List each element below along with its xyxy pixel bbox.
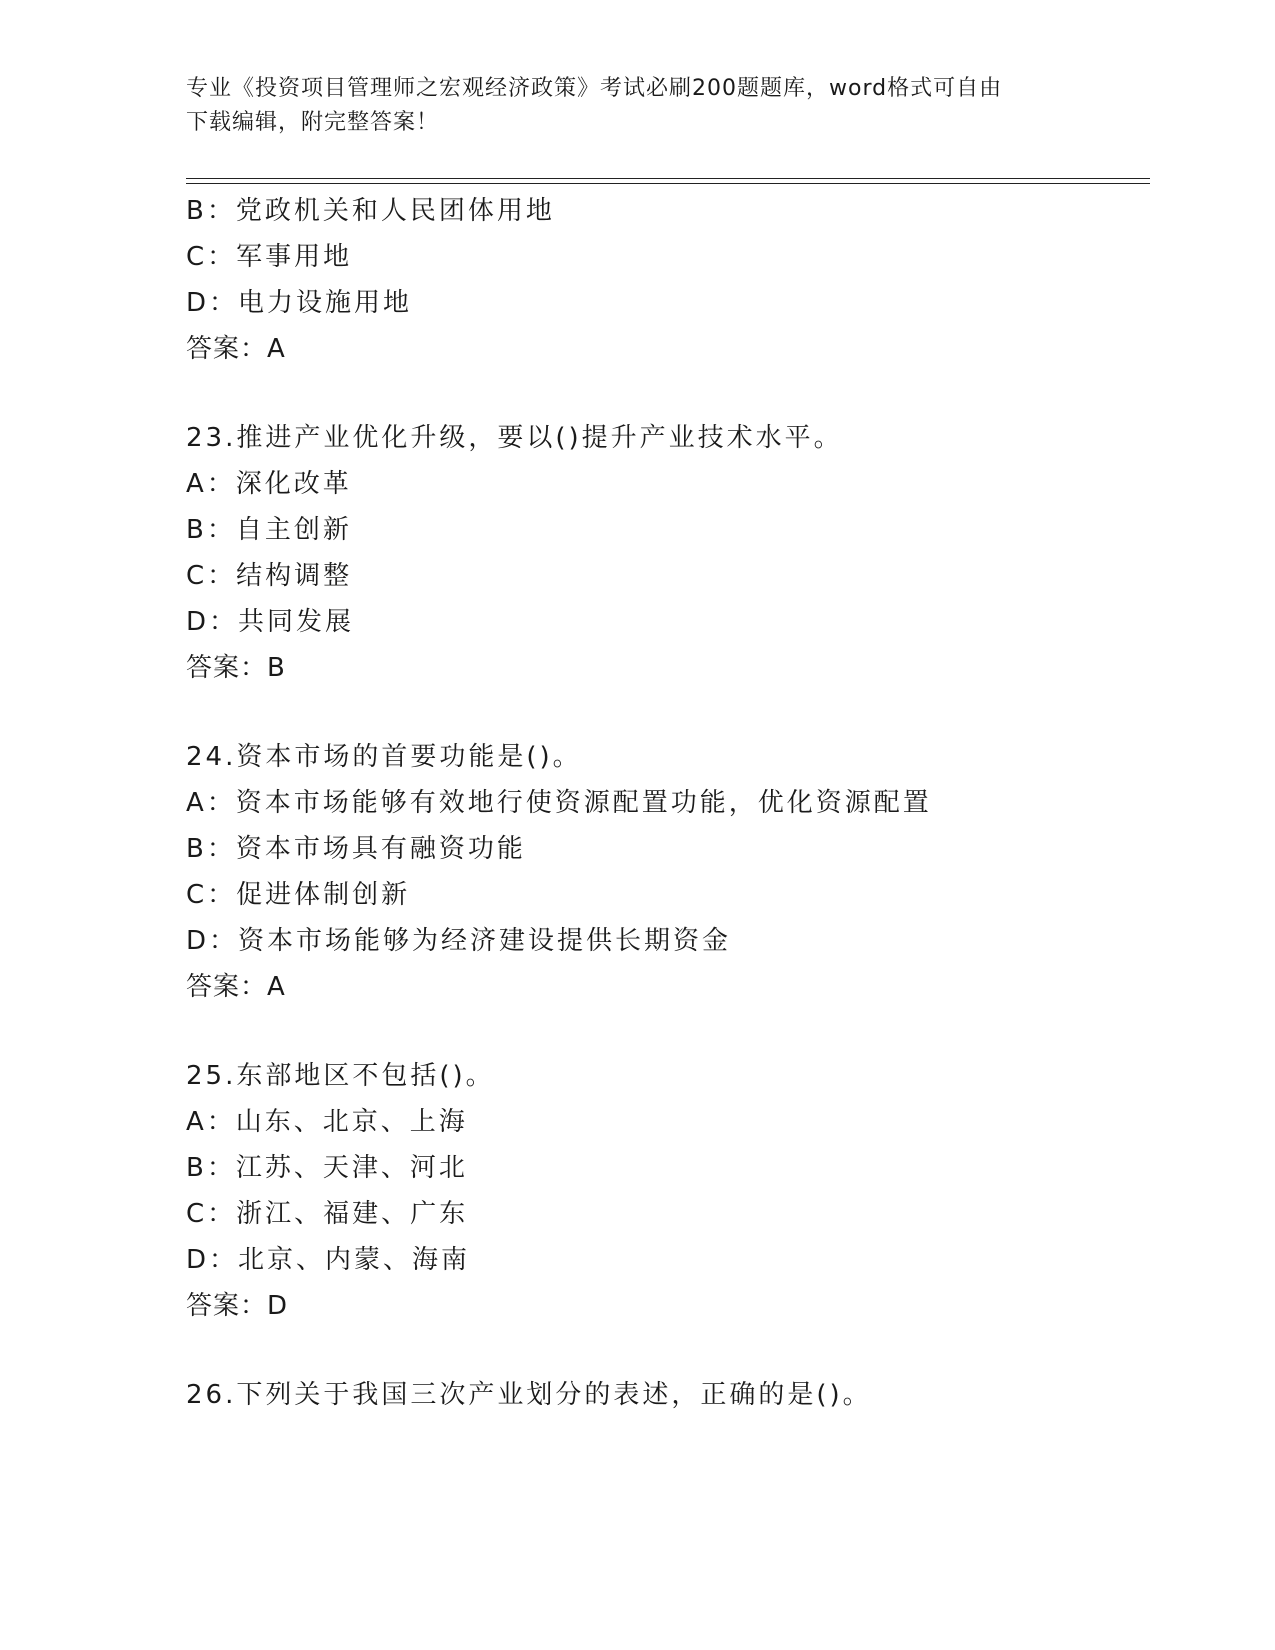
question-26	[186, 1372, 1150, 1418]
option-a: A：山东、北京、上海	[186, 1107, 468, 1137]
option-b: B：党政机关和人民团体用地	[186, 196, 555, 226]
option-b: B：江苏、天津、河北	[186, 1153, 468, 1183]
question-25	[186, 1053, 1150, 1329]
answer: 答案：A	[186, 334, 286, 364]
option-c: C：结构调整	[186, 561, 353, 591]
answer: 答案：D	[186, 1291, 289, 1321]
question-stem: 23.推进产业优化升级，要以()提升产业技术水平。	[186, 423, 843, 453]
header-line-1: 专业《投资项目管理师之宏观经济政策》考试必刷200题题库，word格式可自由	[186, 76, 1003, 101]
option-c: C：军事用地	[186, 242, 353, 272]
header-rule-top	[186, 178, 1150, 179]
question-24	[186, 734, 1150, 1010]
option-d: D：电力设施用地	[186, 288, 413, 318]
question-stem: 24.资本市场的首要功能是()。	[186, 742, 582, 772]
answer: 答案：A	[186, 972, 286, 1002]
header-line-2: 下载编辑，附完整答案！	[186, 110, 440, 135]
option-d: D：北京、内蒙、海南	[186, 1245, 471, 1275]
question-stem: 26.下列关于我国三次产业划分的表述，正确的是()。	[186, 1380, 872, 1410]
question-22-continued	[186, 188, 1150, 372]
option-a: A：资本市场能够有效地行使资源配置功能，优化资源配置	[186, 788, 932, 818]
header-rule-bottom	[186, 183, 1150, 184]
option-d: D：资本市场能够为经济建设提供长期资金	[186, 926, 732, 956]
option-c: C：浙江、福建、广东	[186, 1199, 469, 1229]
question-23	[186, 415, 1150, 691]
option-c: C：促进体制创新	[186, 880, 411, 910]
option-b: B：资本市场具有融资功能	[186, 834, 526, 864]
answer: 答案：B	[186, 653, 286, 683]
document-header	[186, 72, 1066, 140]
question-stem: 25.东部地区不包括()。	[186, 1061, 495, 1091]
question-list	[186, 188, 1150, 1418]
option-a: A：深化改革	[186, 469, 352, 499]
option-d: D：共同发展	[186, 607, 355, 637]
option-b: B：自主创新	[186, 515, 352, 545]
